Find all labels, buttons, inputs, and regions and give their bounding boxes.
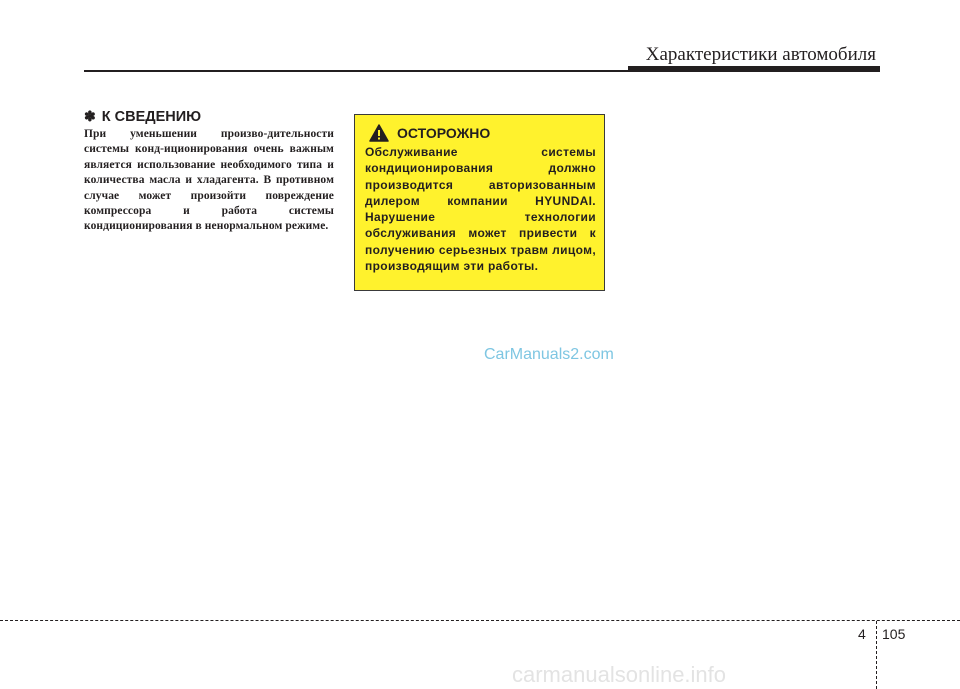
caution-header bbox=[365, 124, 596, 142]
caution-body: Обслуживание системы кондиционирования должно производится авторизованным дилером компании HYUNDAI. Нарушение технологии обслуживания может привести к получению серьезных травм лицом, производящим эти работы. bbox=[365, 145, 596, 274]
info-heading-text: К СВЕДЕНИЮ bbox=[101, 109, 202, 125]
warning-triangle-icon bbox=[369, 124, 389, 142]
asterisk-icon: ✽ bbox=[84, 108, 96, 124]
info-note bbox=[84, 108, 334, 235]
site-watermark: carmanualsonline.info bbox=[512, 662, 727, 687]
caution-box bbox=[354, 114, 605, 291]
info-heading bbox=[84, 108, 334, 125]
footer-rule bbox=[0, 620, 960, 621]
caution-title: ОСТОРОЖНО bbox=[397, 125, 491, 141]
carmanuals-watermark: CarManuals2.com bbox=[484, 346, 614, 363]
chapter-number: 4 bbox=[858, 626, 866, 642]
page-number: 105 bbox=[882, 626, 906, 642]
page-number-divider bbox=[876, 621, 877, 689]
info-body: При уменьшении произво-дительности системы конд-иционирования очень важным является использование необходимого типа и количества масла и хладагента. В противном случае может произойти повреждение компрессора и работа системы кондиционирования в ненормальном режиме. bbox=[84, 128, 334, 233]
header-rule-accent bbox=[628, 66, 880, 72]
section-title: Характеристики автомобиля bbox=[645, 44, 876, 65]
